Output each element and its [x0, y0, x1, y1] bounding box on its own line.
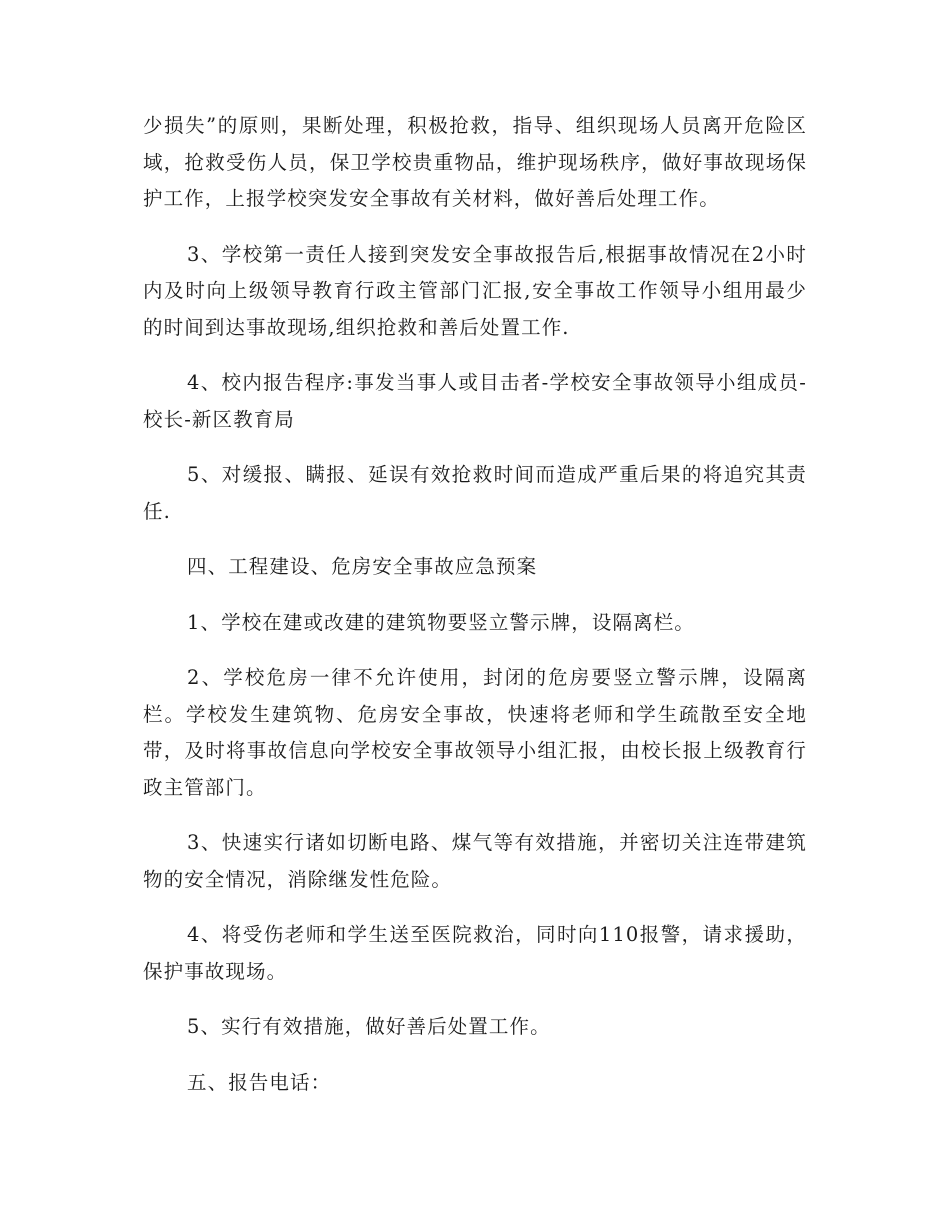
paragraph-item-5: 5、对缓报、瞒报、延误有效抢救时间而造成严重后果的将追究其责任.	[143, 463, 807, 523]
section-heading-4: 四、工程建设、危房安全事故应急预案	[187, 555, 538, 578]
paragraph-item-3b: 3、快速实行诸如切断电路、煤气等有效措施，并密切关注连带建筑物的安全情况，消除继发性危险。	[143, 831, 807, 891]
document-page	[143, 108, 807, 1101]
paragraph-item-2: 2、学校危房一律不允许使用，封闭的危房要竖立警示牌，设隔离栏。学校发生建筑物、危房安全事故，快速将老师和学生疏散至安全地带，及时将事故信息向学校安全事故领导小组汇报，由校长报上级教育行政主管部门。	[143, 666, 807, 799]
section-heading-5: 五、报告电话：	[187, 1070, 332, 1094]
paragraph-item-1: 1、学校在建或改建的建筑物要竖立警示牌，设隔离栏。	[187, 610, 695, 634]
paragraph-item-4: 4、校内报告程序:事发当事人或目击者-学校安全事故领导小组成员-校长-新区教育局	[143, 371, 807, 431]
paragraph-item-4b: 4、将受伤老师和学生送至医院救治，同时向110报警，请求援助，保护事故现场。	[143, 923, 807, 983]
paragraph-item-3: 3、学校第一责任人接到突发安全事故报告后,根据事故情况在2小时内及时向上级领导教育行政主管部门汇报,安全事故工作领导小组用最少的时间到达事故现场,组织抢救和善后处置工作.	[143, 242, 807, 339]
paragraph-continuation: 少损失”的原则，果断处理，积极抢救，指导、组织现场人员离开危险区域，抢救受伤人员，保卫学校贵重物品，维护现场秩序，做好事故现场保护工作，上报学校突发安全事故有关材料，做好善后处理工作。	[143, 114, 807, 210]
paragraph-item-5b: 5、实行有效措施，做好善后处置工作。	[187, 1015, 551, 1038]
